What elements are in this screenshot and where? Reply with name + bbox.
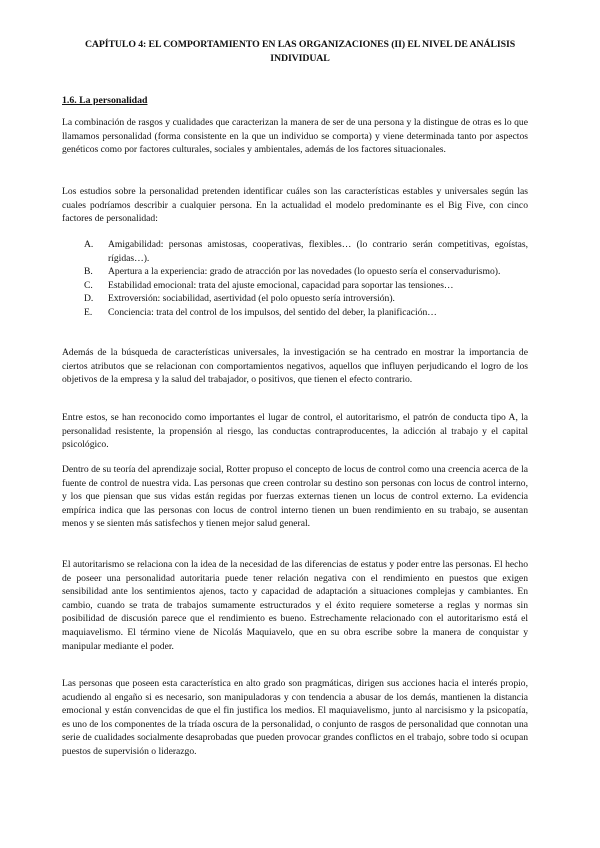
list-item-text: Estabilidad emocional: trata del ajuste emocional, capacidad para soportar las tensiones…	[108, 279, 454, 291]
list-item-letter: E.	[84, 306, 93, 318]
list-item	[62, 279, 528, 293]
list-item-text: Extroversión: sociabilidad, asertividad (el polo opuesto sería introversión).	[108, 293, 395, 305]
list-item-text: Apertura a la experiencia: grado de atracción por las novedades (lo opuesto sería el conservadurismo).	[108, 266, 501, 278]
paragraph-personality-definition: La combinación de rasgos y cualidades que caracterizan la manera de ser de una persona y la distingue de otras es lo que llamamos personalidad (forma consistente en la que un individuo se comporta) y viene determinada tanto por aspectos genéticos como por factores culturales, sociales y ambientales, además de los factores situacionales.	[62, 117, 528, 156]
section-heading: 1.6. La personalidad	[62, 95, 148, 106]
paragraph-authoritarianism: El autoritarismo se relaciona con la idea de la necesidad de las diferencias de estatus y poder entre las personas. El hecho de poseer una personalidad autoritaria puede tener relación negativa con el rendimiento en puestos que exigen sensibilidad ante los sentimientos ajenos, tacto y capacidad de adaptación a situaciones complejas y cambiantes. En cambio, cuando se trata de trabajos sumamente estructurados y el éxito requiere someterse a reglas y normas sin posibilidad de discusión parece que el rendimiento es bueno. Estrechamente relacionado con el autoritarismo está el maquiavelismo. El término viene de Nicolás Maquiavelo, que en su obra escribe sobre la manera de conquistar y manipular mediante el poder.	[62, 559, 528, 652]
paragraph-important-attributes: Entre estos, se han reconocido como importantes el lugar de control, el autoritarismo, el patrón de conducta tipo A, la personalidad resistente, la propensión al riesgo, las conductas contraproducentes, la adicción al trabajo y el capital psicológico.	[62, 412, 528, 451]
list-item	[62, 292, 528, 306]
list-item	[62, 265, 528, 279]
list-item-letter: B.	[84, 266, 93, 278]
list-item-letter: A.	[84, 239, 94, 250]
chapter-title: CAPÍTULO 4: EL COMPORTAMIENTO EN LAS ORGANIZACIONES (II) EL NIVEL DE ANÁLISIS INDIVIDUAL	[84, 39, 516, 64]
list-item-text: Amigabilidad: personas amistosas, cooperativas, flexibles… (lo contrario serán competitivas, egoístas, rígidas…).	[108, 239, 528, 264]
list-item	[62, 238, 528, 265]
list-item	[62, 306, 528, 320]
list-item-text: Conciencia: trata del control de los impulsos, del sentido del deber, la planificación…	[108, 306, 437, 318]
list-item-letter: D.	[84, 293, 94, 305]
paragraph-negative-attributes: Además de la búsqueda de características universales, la investigación se ha centrado en mostrar la importancia de ciertos atributos que se relacionan con comportamientos negativos, aquellos que influyen perjudicando el logro de los objetivos de la empresa y la salud del trabajador, o positivos, que tienen el efecto contrario.	[62, 347, 528, 386]
list-item-letter: C.	[84, 279, 93, 291]
paragraph-big-five-intro: Los estudios sobre la personalidad pretenden identificar cuáles son las características estables y universales según las cuales podríamos describir a cualquier persona. En la actualidad el modelo predominante es el Big Five, con cinco factores de personalidad:	[62, 186, 528, 225]
big-five-list	[62, 238, 528, 320]
paragraph-locus-of-control: Dentro de su teoría del aprendizaje social, Rotter propuso el concepto de locus de control como una creencia acerca de la fuente de control de nuestra vida. Las personas que creen controlar su destino son personas con locus de control interno, y los que piensan que sus vidas están regidas por fuerzas externas tienen un locus de control externo. La evidencia empírica indica que las personas con locus de control interno tienen un buen rendimiento en su trabajo, se ausentan menos y se sienten más satisfechos y tienen mejor salud general.	[62, 464, 528, 530]
paragraph-machiavellianism: Las personas que poseen esta característica en alto grado son pragmáticas, dirigen sus acciones hacia el interés propio, acudiendo al engaño si es necesario, son manipuladoras y con tendencia a abusar de los demás, mantienen la distancia emocional y están convencidas de que el fin justifica los medios. El maquiavelismo, junto al narcisismo y la psicopatía, es uno de los componentes de la tríada oscura de la personalidad, o conjunto de rasgos de personalidad que connotan una serie de cualidades socialmente desaprobadas que pueden provocar grandes conflictos en el trabajo, sobre todo si ocupan puestos de supervisión o liderazgo.	[62, 678, 528, 757]
